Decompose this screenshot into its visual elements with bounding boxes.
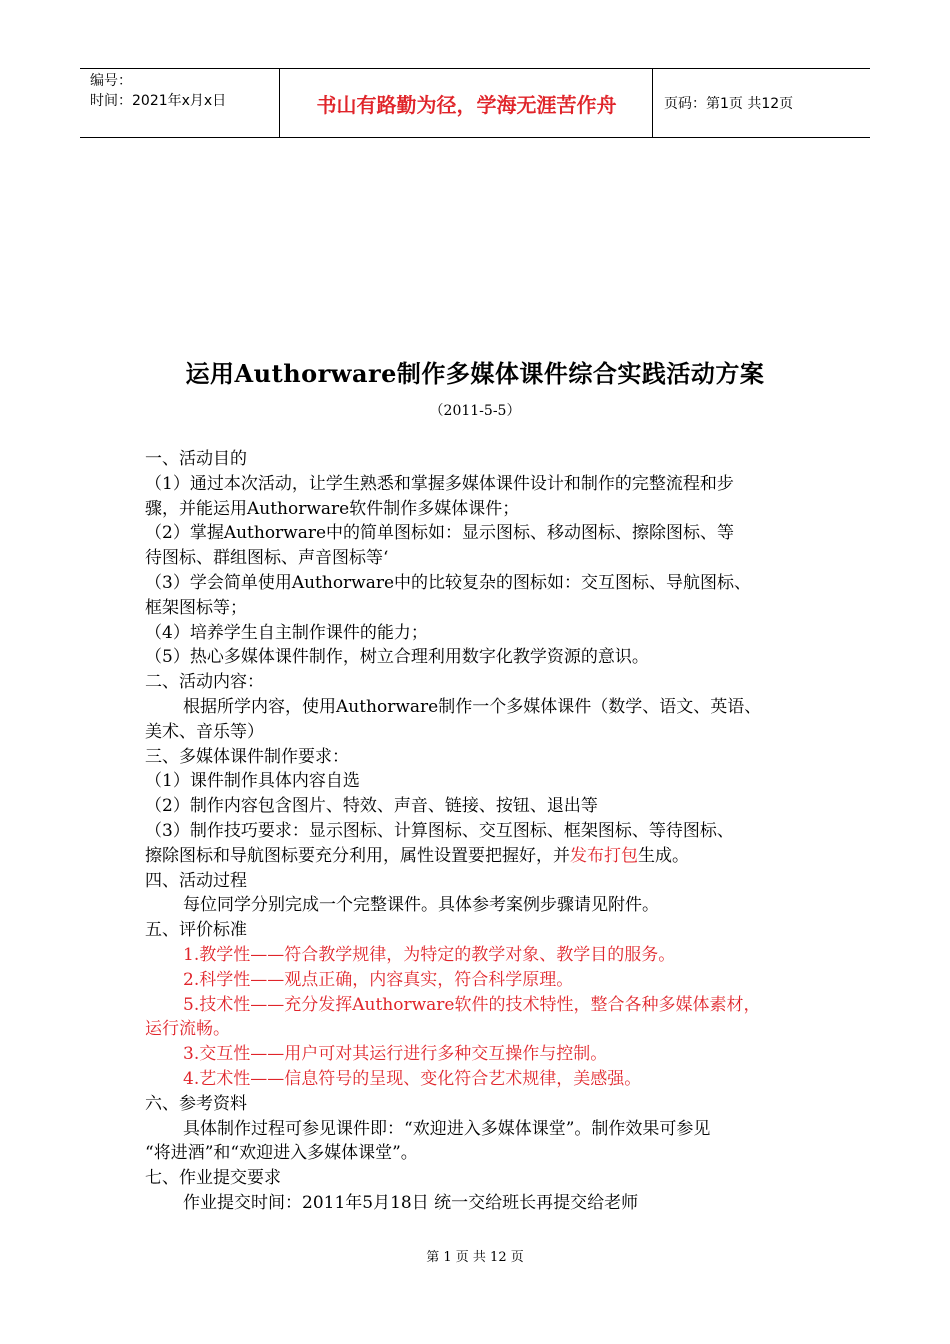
criteria-item: 4.艺术性——信息符号的呈现、变化符合艺术规律，美感强。 [183, 1068, 642, 1089]
paragraph-line: 骤，并能运用Authorware软件制作多媒体课件； [145, 498, 520, 519]
criteria-item: 2.科学性——观点正确，内容真实，符合科学原理。 [183, 969, 574, 990]
paragraph-line [145, 844, 835, 869]
text-span: 擦除图标和导航图标要充分利用，属性设置要把握好，并 [145, 845, 570, 866]
text-span: 生成。 [638, 845, 689, 866]
section-heading: 一、活动目的 [145, 449, 247, 469]
paragraph-line: （5）热心多媒体课件制作，树立合理利用数字化教学资源的意识。 [145, 647, 649, 668]
page-title: 运用Authorware制作多媒体课件综合实践活动方案 [185, 359, 765, 388]
header-table [80, 68, 870, 138]
section-heading: 七、作业提交要求 [145, 1168, 281, 1189]
criteria-item: 5.技术性——充分发挥Authorware软件的技术特性，整合各种多媒体素材， [183, 994, 761, 1015]
section-heading: 六、参考资料 [145, 1093, 247, 1114]
paragraph-line: 具体制作过程可参见课件即：“欢迎进入多媒体课堂”。制作效果可参见 [183, 1118, 711, 1139]
section-heading: 五、评价标准 [145, 920, 247, 941]
section-heading: 四、活动过程 [145, 870, 247, 891]
paragraph-line: （1）课件制作具体内容自选 [145, 771, 360, 792]
criteria-item: 1.教学性——符合教学规律，为特定的教学对象、教学目的服务。 [183, 944, 676, 965]
paragraph-line: 作业提交时间：2011年5月18日 统一交给班长再提交给老师 [183, 1192, 639, 1213]
paragraph-line: （4）培养学生自主制作课件的能力； [145, 622, 428, 643]
paragraph-line: 根据所学内容，使用Authorware制作一个多媒体课件（数学、语文、英语、 [183, 696, 762, 717]
criteria-item: 3.交互性——用户可对其运行进行多种交互操作与控制。 [183, 1044, 608, 1065]
page-footer: 第 1 页 共 12 页 [426, 1250, 524, 1265]
paragraph-line: （3）制作技巧要求：显示图标、计算图标、交互图标、框架图标、等待图标、 [145, 820, 734, 841]
paragraph-line: 美术、音乐等） [145, 721, 264, 742]
criteria-item: 运行流畅。 [145, 1019, 230, 1040]
header-meta-cell [80, 69, 280, 137]
document-body [145, 447, 835, 1216]
section-heading: 二、活动内容： [145, 672, 264, 693]
paragraph-line: （1）通过本次活动，让学生熟悉和掌握多媒体课件设计和制作的完整流程和步 [145, 473, 734, 494]
paragraph-line: （2）掌握Authorware中的简单图标如：显示图标、移动图标、擦除图标、等 [145, 523, 735, 544]
header-motto: 书山有路勤为径，学海无涯苦作舟 [281, 69, 653, 137]
paragraph-line: 框架图标等； [145, 597, 247, 618]
paragraph-line: （3）学会简单使用Authorware中的比较复杂的图标如：交互图标、导航图标、 [145, 572, 752, 593]
document-date: （2011-5-5） [429, 403, 521, 419]
paragraph-line: “将进酒”和“欢迎进入多媒体课堂”。 [145, 1143, 418, 1164]
paragraph-line: （2）制作内容包含图片、特效、声音、链接、按钮、退出等 [145, 796, 598, 817]
number-label: 编号： [90, 73, 132, 89]
paragraph-line: 待图标、群组图标、声音图标等‘ [145, 548, 389, 569]
paragraph-line: 每位同学分别完成一个完整课件。具体参考案例步骤请见附件。 [183, 895, 659, 916]
header-page-info: 页码：第1页 共12页 [664, 96, 794, 112]
highlighted-text: 发布打包 [570, 845, 638, 866]
section-heading: 三、多媒体课件制作要求： [145, 746, 349, 767]
time-label: 时间：2021年x月x日 [90, 93, 227, 109]
